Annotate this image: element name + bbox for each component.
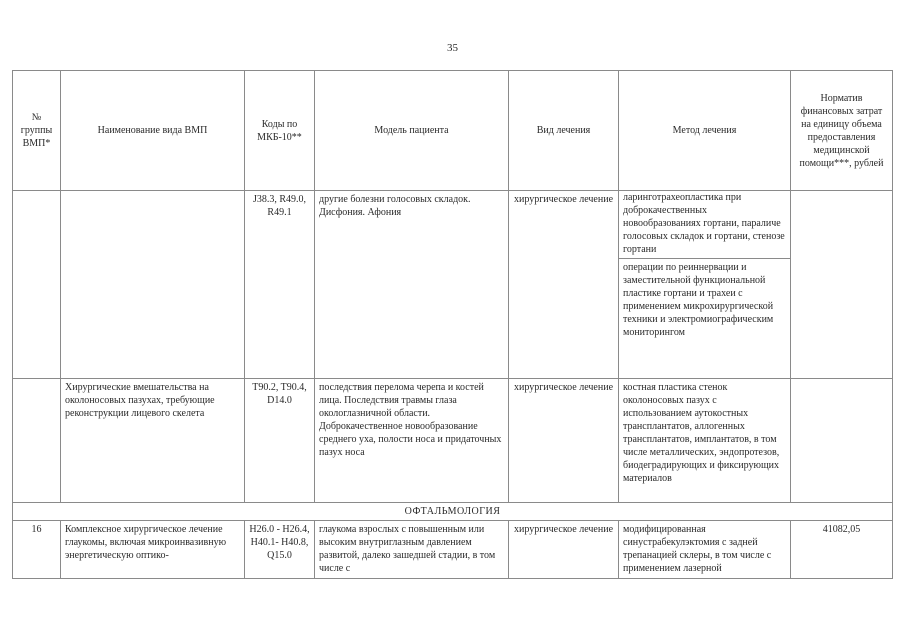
cell-codes: T90.2, T90.4, D14.0 [245, 379, 315, 503]
header-treatment-method: Метод лечения [619, 71, 791, 191]
cell-codes: J38.3, R49.0, R49.1 [245, 191, 315, 379]
section-row [13, 503, 893, 521]
header-norm: Норматив финансовых затрат на единицу объема предоставления медицинской помощи***, рублей [791, 71, 893, 191]
table-row [13, 191, 893, 379]
table-row [13, 521, 893, 579]
cell-vmp-name: Комплексное хирургическое лечение глаукомы, включая микроинвазивную энергетическую оптико- [61, 521, 245, 579]
cell-group-no [13, 379, 61, 503]
section-title: ОФТАЛЬМОЛОГИЯ [13, 503, 893, 521]
cell-treatment-type: хирургическое лечение [509, 379, 619, 503]
cell-patient-model: глаукома взрослых с повышенным или высоким внутриглазным давлением развитой, далеко зашедшей стадии, в том числе с [315, 521, 509, 579]
header-row [13, 71, 893, 191]
cell-codes: H26.0 - H26.4, H40.1- H40.8, Q15.0 [245, 521, 315, 579]
cell-treatment-method [619, 191, 791, 379]
cell-norm: 41082,05 [791, 521, 893, 579]
method-item: ларинготрахеопластика при доброкачественных новообразованиях гортани, параличе голосовых складок и гортани, стенозе гортани [619, 191, 790, 259]
cell-vmp-name: Хирургические вмешательства на околоносовых пазухах, требующие реконструкции лицевого скелета [61, 379, 245, 503]
cell-treatment-type: хирургическое лечение [509, 191, 619, 379]
cell-treatment-type: хирургическое лечение [509, 521, 619, 579]
header-vmp-name: Наименование вида ВМП [61, 71, 245, 191]
cell-group-no: 16 [13, 521, 61, 579]
cell-group-no [13, 191, 61, 379]
header-group-no: № группы ВМП* [13, 71, 61, 191]
cell-norm [791, 379, 893, 503]
cell-norm [791, 191, 893, 379]
cell-patient-model: другие болезни голосовых складок. Дисфония. Афония [315, 191, 509, 379]
vmp-table [12, 70, 893, 579]
cell-treatment-method: модифицированная синустрабекулэктомия с задней трепанацией склеры, в том числе с применением лазерной [619, 521, 791, 579]
header-treatment-type: Вид лечения [509, 71, 619, 191]
cell-patient-model: последствия перелома черепа и костей лица. Последствия травмы глаза окологлазничной области. Доброкачественное новообразование среднего уха, полости носа и придаточных пазух носа [315, 379, 509, 503]
table-row [13, 379, 893, 503]
method-item: операции по реиннервации и заместительной функциональной пластике гортани и трахеи с применением микрохирургической техники и электромиографическим мониторингом [623, 262, 774, 338]
header-codes: Коды по МКБ-10** [245, 71, 315, 191]
cell-treatment-method: костная пластика стенок околоносовых пазух с использованием аутокостных трансплантатов, аллогенных трансплантатов, имплантатов, в том числе металлических, эндопротезов, биодеградирующих и фиксирующих материалов [619, 379, 791, 503]
page-number: 35 [447, 42, 458, 54]
header-patient-model: Модель пациента [315, 71, 509, 191]
cell-vmp-name [61, 191, 245, 379]
